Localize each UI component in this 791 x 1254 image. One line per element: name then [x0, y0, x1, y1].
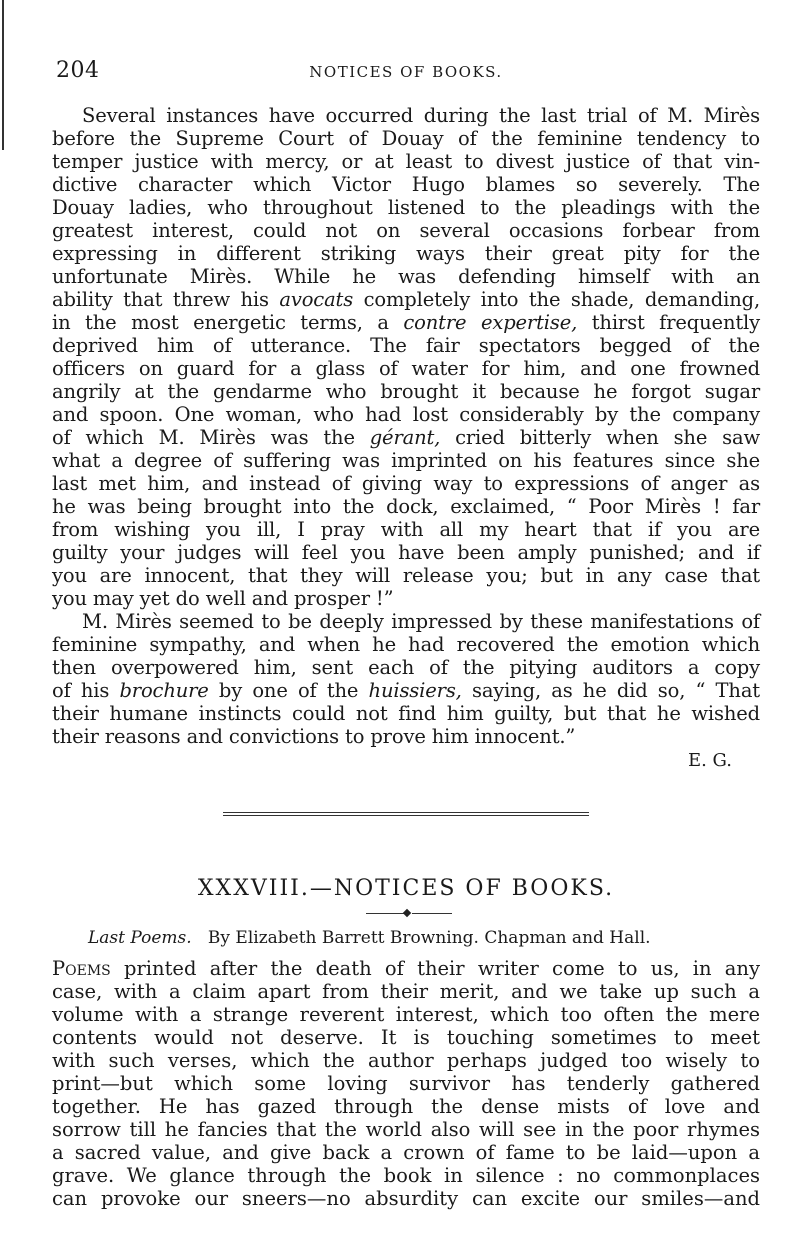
- line-text: printed after the death of their writer come to us, in any: [124, 957, 761, 980]
- text-line: what a degree of suffering was imprinted on his features since she: [52, 449, 760, 472]
- title-ornament: [52, 907, 760, 921]
- text-line: [52, 957, 760, 980]
- text-line: last met him, and instead of giving way to expressions of anger as: [52, 472, 760, 495]
- text-line: guilty your judges will feel you have been amply punished; and if: [52, 541, 760, 564]
- text-line: expressing in different striking ways their great pity for the: [52, 242, 760, 265]
- running-title: NOTICES OF BOOKS.: [309, 63, 503, 81]
- book-title: Last Poems.: [88, 928, 192, 948]
- paragraph-2: [52, 610, 760, 748]
- text-line: of his brochure by one of the huissiers, saying, as he did so, “ That: [52, 679, 760, 702]
- text-line: unfortunate Mirès. While he was defending himself with an: [52, 265, 760, 288]
- text-line: you may yet do well and prosper !”: [52, 587, 394, 610]
- section-divider: [223, 812, 589, 816]
- text-line: he was being brought into the dock, exclaimed, “ Poor Mirès ! far: [52, 495, 760, 518]
- drop-word: Poems: [52, 957, 111, 980]
- text-line: officers on guard for a glass of water for him, and one frowned: [52, 357, 760, 380]
- text-line: in the most energetic terms, a contre expertise, thirst frequently: [52, 311, 760, 334]
- text-line: volume with a strange reverent interest, which too often the mere: [52, 1003, 760, 1026]
- text-line: M. Mirès seemed to be deeply impressed by these manifestations of: [82, 610, 760, 633]
- ornament-bar-left: [366, 913, 406, 914]
- text-line: with such verses, which the author perhaps judged too wisely to: [52, 1049, 760, 1072]
- text-line: deprived him of utterance. The fair spectators begged of the: [52, 334, 760, 357]
- page-edge-rule: [2, 0, 4, 150]
- text-line: angrily at the gendarme who brought it because he forgot sugar: [52, 380, 760, 403]
- page-number: 204: [56, 58, 100, 83]
- text-line: case, with a claim apart from their merit, and we take up such a: [52, 980, 760, 1003]
- text-line: dictive character which Victor Hugo blames so severely. The: [52, 173, 760, 196]
- text-line: print—but which some loving survivor has tenderly gathered: [52, 1072, 760, 1095]
- text-line: greatest interest, could not on several occasions forbear from: [52, 219, 760, 242]
- running-head: [52, 50, 760, 84]
- text-line: their humane instincts could not find him guilty, but that he wished: [52, 702, 760, 725]
- text-line: a sacred value, and give back a crown of fame to be laid—upon a: [52, 1141, 760, 1164]
- ornament-bar-right: [412, 913, 452, 914]
- text-line: sorrow till he fancies that the world also will see in the poor rhymes: [52, 1118, 760, 1141]
- text-line: before the Supreme Court of Douay of the feminine tendency to: [52, 127, 760, 150]
- text-line: from wishing you ill, I pray with all my heart that if you are: [52, 518, 760, 541]
- text-line: Douay ladies, who throughout listened to the pleadings with the: [52, 196, 760, 219]
- text-line: grave. We glance through the book in silence : no commonplaces: [52, 1164, 760, 1187]
- text-line: feminine sympathy, and when he had recovered the emotion which: [52, 633, 760, 656]
- text-line: Several instances have occurred during the last trial of M. Mirès: [82, 104, 760, 127]
- text-line: can provoke our sneers—no absurdity can excite our smiles—and: [52, 1187, 760, 1210]
- text-line: together. He has gazed through the dense mists of love and: [52, 1095, 760, 1118]
- text-line: of which M. Mirès was the gérant, cried bitterly when she saw: [52, 426, 760, 449]
- book-citation: [52, 927, 760, 949]
- text-line: then overpowered him, sent each of the pitying auditors a copy: [52, 656, 760, 679]
- text-line: and spoon. One woman, who had lost considerably by the company: [52, 403, 760, 426]
- text-line: temper justice with mercy, or at least to divest justice of that vin-: [52, 150, 760, 173]
- text-line: you are innocent, that they will release you; but in any case that: [52, 564, 760, 587]
- previous-article: [52, 104, 760, 772]
- book-page: [52, 50, 760, 1210]
- paragraph-1: [52, 104, 760, 610]
- divider-rule-top: [223, 812, 589, 813]
- article-signature: E. G.: [687, 750, 732, 771]
- text-line: ability that threw his avocats completely into the shade, demanding,: [52, 288, 760, 311]
- book-author-publisher: By Elizabeth Barrett Browning. Chapman and Hall.: [207, 928, 651, 948]
- review-body: [52, 957, 760, 1210]
- ornament-diamond-icon: [403, 909, 411, 917]
- text-line: contents would not deserve. It is touching sometimes to meet: [52, 1026, 760, 1049]
- divider-rule-bottom: [223, 815, 589, 816]
- text-line: their reasons and convictions to prove him innocent.”: [52, 725, 576, 748]
- section-title: XXXVIII.—NOTICES OF BOOKS.: [197, 876, 615, 901]
